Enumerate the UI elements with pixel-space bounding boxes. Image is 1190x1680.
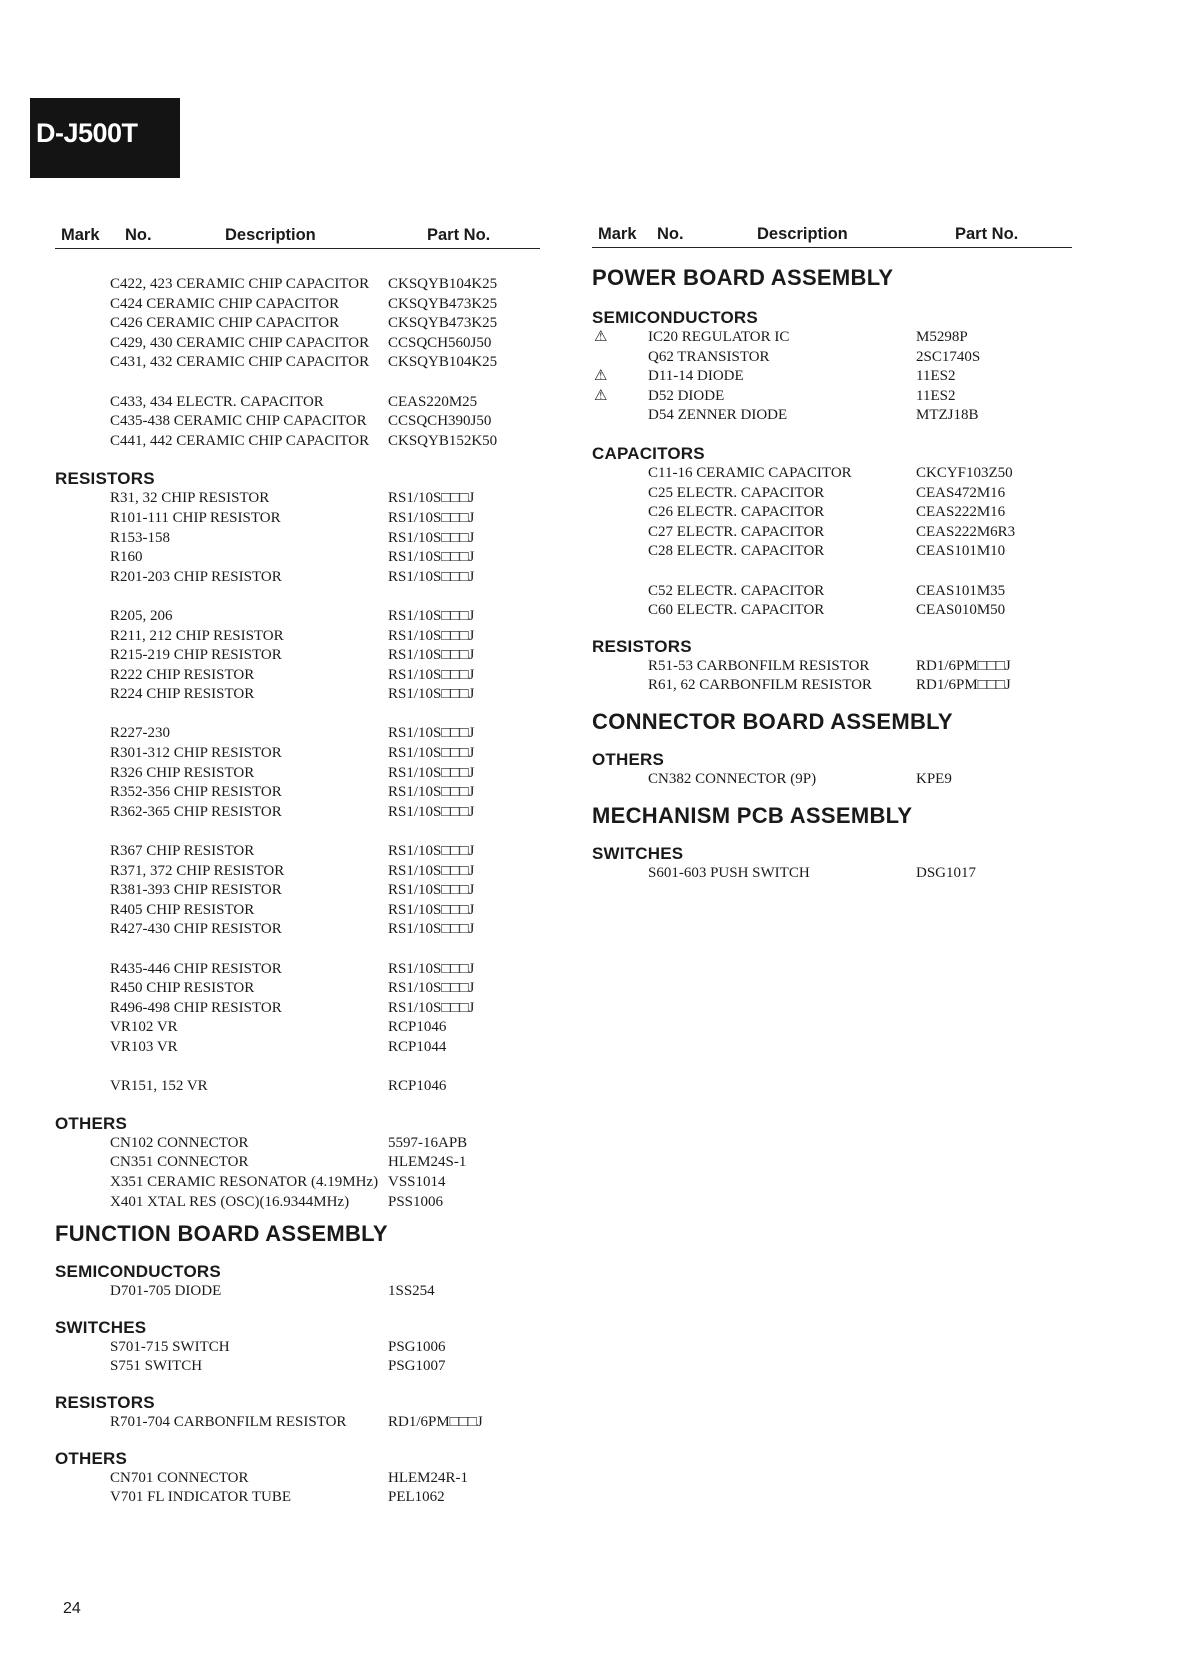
part-number: RCP1046	[388, 1019, 447, 1036]
part-row	[55, 1357, 540, 1377]
part-number: RCP1046	[388, 1078, 447, 1095]
part-number: PSG1007	[388, 1358, 446, 1375]
part-row	[55, 646, 540, 666]
part-number: RD1/6PM□□□J	[916, 677, 1011, 694]
category-capacitors: CAPACITORS	[592, 443, 705, 463]
part-number: M5298P	[916, 329, 968, 345]
part-row	[592, 676, 1072, 696]
header-description: Description	[757, 225, 848, 243]
part-number: RS1/10S□□□J	[388, 529, 475, 546]
part-description: R427-430 CHIP RESISTOR	[110, 921, 282, 938]
part-number: 11ES2	[916, 387, 956, 404]
part-description: C28 ELECTR. CAPACITOR	[648, 543, 825, 560]
parts-list-right	[592, 262, 1072, 883]
part-row	[592, 328, 1072, 348]
part-row	[592, 770, 1072, 790]
part-description: CN701 CONNECTOR	[110, 1469, 249, 1486]
part-number: RS1/10S□□□J	[388, 745, 475, 762]
part-description: C27 ELECTR. CAPACITOR	[648, 523, 825, 540]
part-row	[55, 1193, 540, 1213]
parts-list-left	[55, 275, 540, 1508]
part-number: CCSQCH560J50	[388, 334, 492, 351]
part-number: PSG1006	[388, 1338, 446, 1355]
part-description: C433, 434 ELECTR. CAPACITOR	[110, 393, 324, 410]
part-row	[592, 348, 1072, 368]
category-switches: SWITCHES	[55, 1317, 147, 1337]
part-row	[55, 862, 540, 882]
part-number: RS1/10S□□□J	[388, 803, 475, 820]
safety-warning-icon: ⚠	[594, 368, 608, 385]
part-number: RS1/10S□□□J	[388, 666, 475, 683]
safety-warning-icon: ⚠	[594, 329, 608, 345]
part-number: CKSQYB104K25	[388, 276, 498, 292]
part-row	[55, 724, 540, 744]
part-number: KPE9	[916, 770, 952, 787]
part-row	[55, 432, 540, 452]
part-row	[55, 685, 540, 705]
part-number: PSS1006	[388, 1193, 444, 1210]
part-number: DSG1017	[916, 864, 977, 881]
part-number: HLEM24S-1	[388, 1154, 467, 1171]
part-row	[592, 367, 1072, 387]
part-row	[55, 1134, 540, 1154]
part-description: D701-705 DIODE	[110, 1283, 222, 1300]
part-row	[55, 568, 540, 588]
part-description: CN102 CONNECTOR	[110, 1134, 249, 1151]
part-description: R153-158	[110, 529, 170, 546]
part-number: RS1/10S□□□J	[388, 784, 475, 801]
part-row	[55, 393, 540, 413]
part-number: CKSQYB473K25	[388, 315, 498, 332]
part-description: R101-111 CHIP RESISTOR	[110, 509, 281, 526]
part-number: RS1/10S□□□J	[388, 490, 475, 507]
part-description: R435-446 CHIP RESISTOR	[110, 960, 282, 977]
part-description: C426 CERAMIC CHIP CAPACITOR	[110, 315, 340, 332]
category-resistors: RESISTORS	[55, 469, 155, 489]
header-description: Description	[225, 226, 316, 244]
part-number: MTZJ18B	[916, 407, 979, 424]
part-row	[55, 1338, 540, 1358]
part-description: R222 CHIP RESISTOR	[110, 666, 255, 683]
part-number: CEAS220M25	[388, 393, 478, 410]
part-row	[55, 999, 540, 1019]
category-others: OTHERS	[55, 1113, 128, 1133]
part-row	[55, 529, 540, 549]
part-description: C441, 442 CERAMIC CHIP CAPACITOR	[110, 432, 370, 449]
part-row	[592, 523, 1072, 543]
part-row	[55, 314, 540, 334]
part-number: CEAS101M35	[916, 582, 1006, 599]
page-number: 24	[63, 1600, 81, 1617]
category-semiconductors: SEMICONDUCTORS	[592, 308, 758, 327]
part-description: X401 XTAL RES (OSC)(16.9344MHz)	[110, 1193, 350, 1210]
part-description: C26 ELECTR. CAPACITOR	[648, 504, 825, 521]
part-row	[55, 1077, 540, 1097]
part-description: R211, 212 CHIP RESISTOR	[110, 627, 284, 644]
part-row	[55, 489, 540, 509]
part-row	[55, 666, 540, 686]
part-description: R201-203 CHIP RESISTOR	[110, 568, 282, 585]
part-description: Q62 TRANSISTOR	[648, 348, 770, 365]
part-number: 11ES2	[916, 368, 956, 385]
column-header-right	[592, 221, 1072, 248]
part-description: X351 CERAMIC RESONATOR (4.19MHz)	[110, 1173, 379, 1190]
part-row	[55, 764, 540, 784]
part-description: R61, 62 CARBONFILM RESISTOR	[648, 677, 872, 694]
part-description: S601-603 PUSH SWITCH	[648, 864, 810, 881]
part-description: R205, 206	[110, 607, 173, 624]
part-number: RCP1044	[388, 1038, 447, 1055]
part-row	[592, 503, 1072, 523]
part-description: R227-230	[110, 725, 170, 742]
part-description: CN351 CONNECTOR	[110, 1154, 249, 1171]
part-number: PEL1062	[388, 1489, 445, 1506]
part-number: RS1/10S□□□J	[388, 725, 475, 742]
part-row	[592, 582, 1072, 602]
part-number: CKSQYB152K50	[388, 432, 498, 449]
category-resistors: RESISTORS	[55, 1392, 155, 1412]
column-header-left	[55, 222, 540, 249]
part-description: V701 FL INDICATOR TUBE	[110, 1489, 291, 1506]
part-row	[55, 607, 540, 627]
part-number: RD1/6PM□□□J	[916, 657, 1011, 674]
part-row	[55, 1413, 540, 1433]
part-number: RS1/10S□□□J	[388, 607, 475, 624]
part-description: C424 CERAMIC CHIP CAPACITOR	[110, 295, 340, 312]
assembly-connector-board: CONNECTOR BOARD ASSEMBLY	[592, 708, 953, 734]
part-row	[55, 509, 540, 529]
part-description: C422, 423 CERAMIC CHIP CAPACITOR	[110, 276, 370, 292]
model-badge: D-J500T	[30, 98, 180, 178]
part-description: R381-393 CHIP RESISTOR	[110, 882, 282, 899]
header-mark: Mark	[598, 225, 637, 243]
part-number: RS1/10S□□□J	[388, 882, 475, 899]
part-row	[55, 1469, 540, 1489]
part-number: 5597-16APB	[388, 1134, 468, 1151]
assembly-function-board: FUNCTION BOARD ASSEMBLY	[55, 1221, 388, 1247]
part-description: C431, 432 CERAMIC CHIP CAPACITOR	[110, 354, 370, 371]
part-row	[55, 627, 540, 647]
part-row	[55, 842, 540, 862]
safety-warning-icon: ⚠	[594, 387, 608, 404]
part-description: D52 DIODE	[648, 387, 725, 404]
category-others: OTHERS	[55, 1448, 128, 1468]
part-description: R51-53 CARBONFILM RESISTOR	[648, 657, 870, 674]
part-description: R31, 32 CHIP RESISTOR	[110, 490, 270, 507]
part-number: RS1/10S□□□J	[388, 647, 475, 664]
part-row	[55, 881, 540, 901]
part-description: R371, 372 CHIP RESISTOR	[110, 862, 285, 879]
part-number: RS1/10S□□□J	[388, 960, 475, 977]
part-row	[55, 920, 540, 940]
part-row	[55, 1282, 540, 1302]
part-description: R215-219 CHIP RESISTOR	[110, 647, 282, 664]
part-row	[592, 406, 1072, 426]
part-number: CKCYF103Z50	[916, 464, 1013, 481]
assembly-mechanism-pcb: MECHANISM PCB ASSEMBLY	[592, 802, 913, 828]
part-row	[592, 387, 1072, 407]
part-number: CEAS472M16	[916, 484, 1006, 501]
assembly-power-board: POWER BOARD ASSEMBLY	[592, 265, 894, 290]
part-description: C435-438 CERAMIC CHIP CAPACITOR	[110, 413, 367, 430]
part-number: HLEM24R-1	[388, 1469, 468, 1486]
part-number: RS1/10S□□□J	[388, 843, 475, 860]
part-description: C52 ELECTR. CAPACITOR	[648, 582, 825, 599]
part-description: C11-16 CERAMIC CAPACITOR	[648, 464, 852, 481]
part-description: C25 ELECTR. CAPACITOR	[648, 484, 825, 501]
part-number: 1SS254	[388, 1283, 435, 1300]
part-description: R326 CHIP RESISTOR	[110, 764, 255, 781]
part-row	[55, 334, 540, 354]
part-number: CKSQYB104K25	[388, 354, 498, 371]
part-row	[55, 1018, 540, 1038]
part-row	[55, 901, 540, 921]
part-row	[55, 1488, 540, 1508]
part-row	[55, 979, 540, 999]
part-row	[55, 783, 540, 803]
part-number: RS1/10S□□□J	[388, 980, 475, 997]
part-number: CKSQYB473K25	[388, 295, 498, 312]
part-description: R701-704 CARBONFILM RESISTOR	[110, 1413, 347, 1430]
part-row	[55, 803, 540, 823]
part-number: CEAS010M50	[916, 602, 1006, 619]
part-number: CEAS101M10	[916, 543, 1006, 560]
part-number: RS1/10S□□□J	[388, 686, 475, 703]
header-no: No.	[125, 226, 152, 244]
part-number: VSS1014	[388, 1173, 446, 1190]
part-number: RS1/10S□□□J	[388, 901, 475, 918]
part-description: R450 CHIP RESISTOR	[110, 980, 255, 997]
part-description: R362-365 CHIP RESISTOR	[110, 803, 282, 820]
part-number: CEAS222M6R3	[916, 523, 1016, 540]
part-number: RS1/10S□□□J	[388, 764, 475, 781]
part-number: RS1/10S□□□J	[388, 921, 475, 938]
part-number: RS1/10S□□□J	[388, 862, 475, 879]
part-description: VR151, 152 VR	[110, 1078, 208, 1095]
category-semiconductors: SEMICONDUCTORS	[55, 1262, 221, 1282]
part-number: 2SC1740S	[916, 348, 981, 365]
part-description: C60 ELECTR. CAPACITOR	[648, 602, 825, 619]
part-description: R352-356 CHIP RESISTOR	[110, 784, 282, 801]
part-number: RS1/10S□□□J	[388, 549, 475, 566]
category-switches: SWITCHES	[592, 843, 684, 863]
part-row	[55, 1173, 540, 1193]
part-number: RS1/10S□□□J	[388, 509, 475, 526]
part-description: IC20 REGULATOR IC	[648, 329, 790, 345]
part-row	[592, 484, 1072, 504]
part-description: S701-715 SWITCH	[110, 1338, 230, 1355]
part-description: CN382 CONNECTOR (9P)	[648, 770, 817, 787]
part-row	[55, 275, 540, 295]
part-description: S751 SWITCH	[110, 1358, 203, 1375]
part-number: CEAS222M16	[916, 504, 1006, 521]
part-number: CCSQCH390J50	[388, 413, 492, 430]
part-description: D54 ZENNER DIODE	[648, 407, 788, 424]
header-part-no: Part No.	[955, 225, 1019, 243]
part-number: RS1/10S□□□J	[388, 999, 475, 1016]
header-mark: Mark	[61, 226, 100, 244]
part-row	[55, 1038, 540, 1058]
header-no: No.	[657, 225, 684, 243]
category-others: OTHERS	[592, 749, 665, 769]
part-description: R224 CHIP RESISTOR	[110, 686, 255, 703]
part-row	[55, 960, 540, 980]
part-row	[55, 295, 540, 315]
part-description: R301-312 CHIP RESISTOR	[110, 745, 282, 762]
part-row	[55, 412, 540, 432]
part-description: R367 CHIP RESISTOR	[110, 843, 255, 860]
part-description: R405 CHIP RESISTOR	[110, 901, 255, 918]
part-row	[592, 864, 1072, 884]
part-description: R160	[110, 549, 143, 566]
part-row	[592, 542, 1072, 562]
part-number: RS1/10S□□□J	[388, 568, 475, 585]
part-description: D11-14 DIODE	[648, 368, 744, 385]
part-row	[592, 657, 1072, 677]
part-row	[55, 548, 540, 568]
part-row	[55, 744, 540, 764]
part-row	[592, 464, 1072, 484]
header-part-no: Part No.	[427, 226, 491, 244]
part-row	[592, 601, 1072, 621]
part-number: RS1/10S□□□J	[388, 627, 475, 644]
part-description: R496-498 CHIP RESISTOR	[110, 999, 282, 1016]
part-row	[55, 1153, 540, 1173]
category-resistors: RESISTORS	[592, 636, 692, 656]
part-description: C429, 430 CERAMIC CHIP CAPACITOR	[110, 334, 370, 351]
part-row	[55, 353, 540, 373]
part-description: VR103 VR	[110, 1038, 178, 1055]
part-number: RD1/6PM□□□J	[388, 1413, 483, 1430]
part-description: VR102 VR	[110, 1019, 178, 1036]
